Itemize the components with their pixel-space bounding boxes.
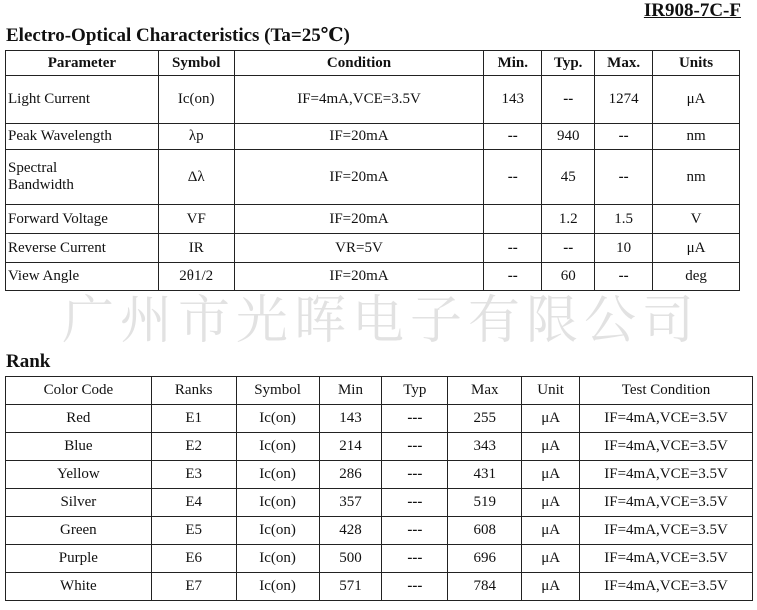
eo-cell-parameter: Peak Wavelength bbox=[6, 124, 159, 150]
eo-header-condition: Condition bbox=[234, 51, 484, 76]
rank-cell-unit: μA bbox=[522, 573, 580, 601]
rank-cell-symbol: Ic(on) bbox=[236, 489, 319, 517]
eo-cell-parameter: Reverse Current bbox=[6, 234, 159, 263]
eo-cell-typ: 45 bbox=[542, 150, 595, 205]
eo-cell-symbol: Δλ bbox=[158, 150, 234, 205]
rank-cell-condition: IF=4mA,VCE=3.5V bbox=[580, 573, 753, 601]
eo-cell-max: -- bbox=[595, 263, 653, 291]
rank-header-min: Min bbox=[319, 377, 382, 405]
rank-cell-min: 143 bbox=[319, 405, 382, 433]
rank-cell-min: 571 bbox=[319, 573, 382, 601]
eo-cell-units: μA bbox=[653, 234, 740, 263]
rank-row-blue bbox=[6, 433, 753, 461]
rank-cell-condition: IF=4mA,VCE=3.5V bbox=[580, 517, 753, 545]
rank-cell-min: 286 bbox=[319, 461, 382, 489]
rank-cell-max: 255 bbox=[448, 405, 522, 433]
rank-cell-rank: E5 bbox=[151, 517, 236, 545]
eo-cell-condition: IF=4mA,VCE=3.5V bbox=[234, 76, 484, 124]
eo-cell-condition: IF=20mA bbox=[234, 263, 484, 291]
eo-cell-units: V bbox=[653, 205, 740, 234]
rank-cell-max: 696 bbox=[448, 545, 522, 573]
rank-cell-max: 608 bbox=[448, 517, 522, 545]
rank-cell-symbol: Ic(on) bbox=[236, 405, 319, 433]
rank-cell-symbol: Ic(on) bbox=[236, 433, 319, 461]
eo-header-parameter: Parameter bbox=[6, 51, 159, 76]
rank-cell-min: 214 bbox=[319, 433, 382, 461]
rank-cell-condition: IF=4mA,VCE=3.5V bbox=[580, 489, 753, 517]
eo-cell-max: 1274 bbox=[595, 76, 653, 124]
rank-cell-condition: IF=4mA,VCE=3.5V bbox=[580, 405, 753, 433]
eo-cell-max: -- bbox=[595, 150, 653, 205]
eo-row-view-angle bbox=[6, 263, 740, 291]
rank-cell-typ: --- bbox=[382, 461, 448, 489]
eo-section-title: Electro-Optical Characteristics (Ta=25℃) bbox=[6, 25, 350, 46]
rank-header-max: Max bbox=[448, 377, 522, 405]
eo-cell-min: 143 bbox=[484, 76, 542, 124]
eo-row-spectral-bandwidth bbox=[6, 150, 740, 205]
eo-cell-typ: -- bbox=[542, 234, 595, 263]
rank-cell-symbol: Ic(on) bbox=[236, 461, 319, 489]
rank-cell-typ: --- bbox=[382, 433, 448, 461]
rank-header-test-condition: Test Condition bbox=[580, 377, 753, 405]
rank-cell-color: Red bbox=[6, 405, 152, 433]
rank-cell-unit: μA bbox=[522, 433, 580, 461]
document-id: IR908-7C-F bbox=[643, 0, 741, 21]
eo-cell-min bbox=[484, 205, 542, 234]
eo-cell-parameter-line2: Bandwidth bbox=[8, 177, 74, 193]
rank-row-white bbox=[6, 573, 753, 601]
eo-cell-units: nm bbox=[653, 150, 740, 205]
rank-cell-rank: E1 bbox=[151, 405, 236, 433]
eo-cell-symbol: IR bbox=[158, 234, 234, 263]
rank-cell-color: Blue bbox=[6, 433, 152, 461]
rank-row-silver bbox=[6, 489, 753, 517]
rank-cell-symbol: Ic(on) bbox=[236, 573, 319, 601]
rank-cell-symbol: Ic(on) bbox=[236, 545, 319, 573]
rank-section-title: Rank bbox=[6, 351, 51, 372]
eo-cell-symbol: λp bbox=[158, 124, 234, 150]
rank-row-green bbox=[6, 517, 753, 545]
rank-row-yellow bbox=[6, 461, 753, 489]
rank-header-row bbox=[6, 377, 753, 405]
eo-header-row bbox=[6, 51, 740, 76]
eo-row-light-current bbox=[6, 76, 740, 124]
eo-cell-max: -- bbox=[595, 124, 653, 150]
rank-cell-rank: E3 bbox=[151, 461, 236, 489]
eo-cell-parameter-line1: Spectral bbox=[8, 160, 58, 176]
rank-header-typ: Typ bbox=[382, 377, 448, 405]
rank-cell-rank: E6 bbox=[151, 545, 236, 573]
rank-cell-rank: E4 bbox=[151, 489, 236, 517]
eo-cell-symbol: 2θ1/2 bbox=[158, 263, 234, 291]
eo-header-symbol: Symbol bbox=[158, 51, 234, 76]
rank-cell-max: 784 bbox=[448, 573, 522, 601]
rank-cell-unit: μA bbox=[522, 517, 580, 545]
eo-cell-symbol: VF bbox=[158, 205, 234, 234]
eo-cell-typ: 940 bbox=[542, 124, 595, 150]
eo-cell-min: -- bbox=[484, 150, 542, 205]
eo-cell-typ: 1.2 bbox=[542, 205, 595, 234]
rank-cell-max: 431 bbox=[448, 461, 522, 489]
rank-cell-unit: μA bbox=[522, 489, 580, 517]
rank-header-unit: Unit bbox=[522, 377, 580, 405]
rank-header-ranks: Ranks bbox=[151, 377, 236, 405]
eo-cell-typ: -- bbox=[542, 76, 595, 124]
rank-cell-unit: μA bbox=[522, 545, 580, 573]
rank-cell-color: White bbox=[6, 573, 152, 601]
eo-cell-units: nm bbox=[653, 124, 740, 150]
rank-cell-condition: IF=4mA,VCE=3.5V bbox=[580, 433, 753, 461]
rank-cell-min: 357 bbox=[319, 489, 382, 517]
eo-cell-min: -- bbox=[484, 263, 542, 291]
eo-cell-units: deg bbox=[653, 263, 740, 291]
rank-cell-typ: --- bbox=[382, 405, 448, 433]
eo-cell-parameter bbox=[6, 150, 159, 205]
eo-cell-condition: IF=20mA bbox=[234, 124, 484, 150]
rank-cell-unit: μA bbox=[522, 461, 580, 489]
rank-header-symbol: Symbol bbox=[236, 377, 319, 405]
eo-cell-min: -- bbox=[484, 234, 542, 263]
eo-cell-parameter: Forward Voltage bbox=[6, 205, 159, 234]
eo-cell-typ: 60 bbox=[542, 263, 595, 291]
rank-cell-typ: --- bbox=[382, 545, 448, 573]
rank-cell-color: Yellow bbox=[6, 461, 152, 489]
rank-cell-condition: IF=4mA,VCE=3.5V bbox=[580, 545, 753, 573]
rank-cell-min: 500 bbox=[319, 545, 382, 573]
rank-row-purple bbox=[6, 545, 753, 573]
rank-cell-typ: --- bbox=[382, 517, 448, 545]
eo-cell-min: -- bbox=[484, 124, 542, 150]
rank-cell-typ: --- bbox=[382, 489, 448, 517]
eo-header-min: Min. bbox=[484, 51, 542, 76]
eo-header-max: Max. bbox=[595, 51, 653, 76]
eo-header-typ: Typ. bbox=[542, 51, 595, 76]
rank-row-red bbox=[6, 405, 753, 433]
rank-cell-min: 428 bbox=[319, 517, 382, 545]
rank-header-color-code: Color Code bbox=[6, 377, 152, 405]
eo-row-peak-wavelength bbox=[6, 124, 740, 150]
electro-optical-table bbox=[5, 50, 740, 291]
eo-cell-parameter: Light Current bbox=[6, 76, 159, 124]
rank-cell-color: Purple bbox=[6, 545, 152, 573]
eo-cell-parameter: View Angle bbox=[6, 263, 159, 291]
eo-cell-max: 10 bbox=[595, 234, 653, 263]
eo-header-units: Units bbox=[653, 51, 740, 76]
eo-cell-units: μA bbox=[653, 76, 740, 124]
rank-cell-unit: μA bbox=[522, 405, 580, 433]
rank-cell-color: Green bbox=[6, 517, 152, 545]
eo-cell-condition: IF=20mA bbox=[234, 205, 484, 234]
company-watermark: 广州市光晖电子有限公司 bbox=[62, 291, 701, 351]
rank-cell-symbol: Ic(on) bbox=[236, 517, 319, 545]
eo-row-reverse-current bbox=[6, 234, 740, 263]
eo-cell-max: 1.5 bbox=[595, 205, 653, 234]
eo-cell-condition: IF=20mA bbox=[234, 150, 484, 205]
rank-cell-condition: IF=4mA,VCE=3.5V bbox=[580, 461, 753, 489]
rank-cell-max: 519 bbox=[448, 489, 522, 517]
rank-table bbox=[5, 376, 753, 601]
rank-cell-typ: --- bbox=[382, 573, 448, 601]
rank-cell-color: Silver bbox=[6, 489, 152, 517]
rank-cell-rank: E7 bbox=[151, 573, 236, 601]
eo-cell-condition: VR=5V bbox=[234, 234, 484, 263]
rank-cell-max: 343 bbox=[448, 433, 522, 461]
eo-row-forward-voltage bbox=[6, 205, 740, 234]
eo-cell-symbol: Ic(on) bbox=[158, 76, 234, 124]
rank-cell-rank: E2 bbox=[151, 433, 236, 461]
